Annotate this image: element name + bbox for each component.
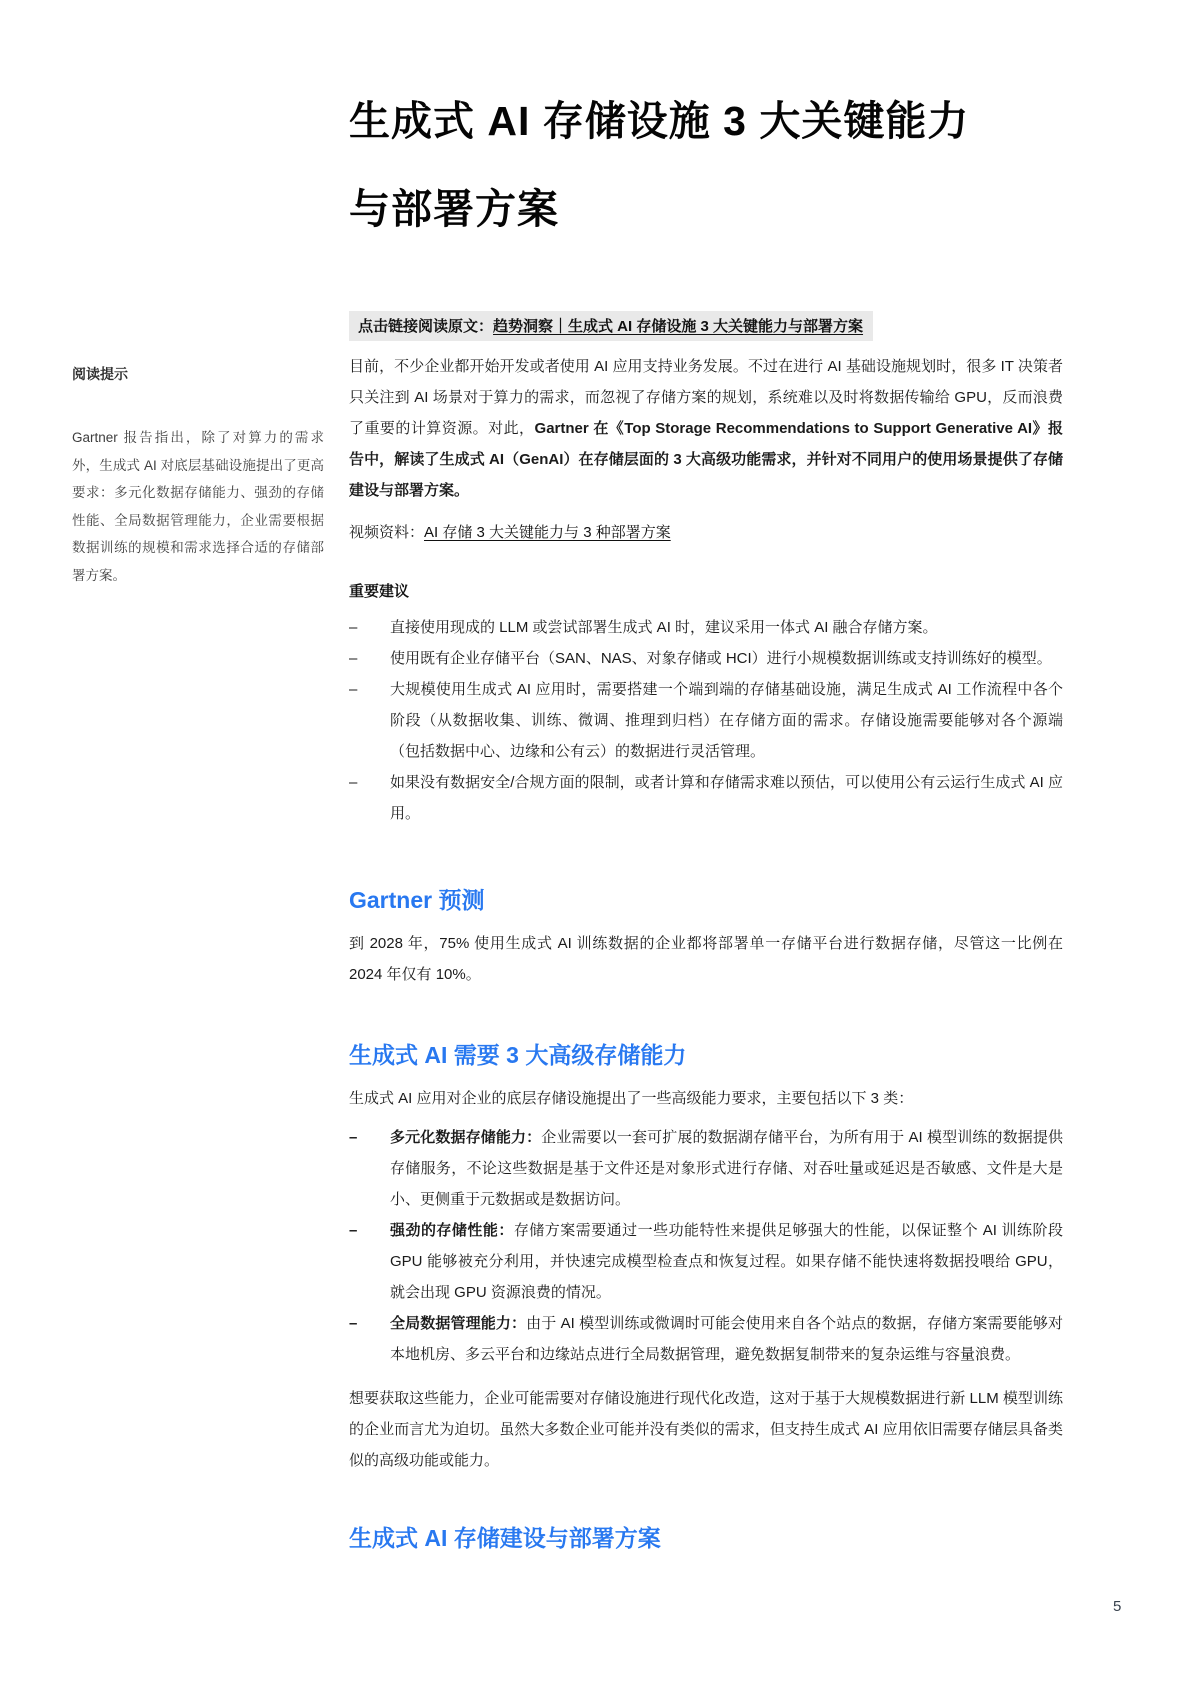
capability-detail: 由于 AI 模型训练或微调时可能会使用来自各个站点的数据，存储方案需要能够对本地机房、多云平台和边缘站点进行全局数据管理，避免数据复制带来的复杂运维与容量浪费。 bbox=[390, 1315, 1063, 1363]
deployment-heading: 生成式 AI 存储建设与部署方案 bbox=[349, 1525, 661, 1551]
capability-text bbox=[390, 1122, 1063, 1215]
list-item bbox=[349, 1308, 1063, 1370]
reading-note-heading: 阅读提示 bbox=[72, 366, 128, 382]
video-resource-line bbox=[349, 521, 1063, 545]
page-title bbox=[349, 96, 1109, 234]
recommendation-text: 如果没有数据安全/合规方面的限制，或者计算和存储需求难以预估，可以使用公有云运行生成式 AI 应用。 bbox=[390, 774, 1063, 822]
capability-detail: 企业需要以一套可扩展的数据湖存储平台，为所有用于 AI 模型训练的数据提供存储服务，不论这些数据是基于文件还是对象形式进行存储、对吞吐量或延迟是否敏感、文件是大是小、更侧重于元数据或是数据访问。 bbox=[390, 1129, 1063, 1208]
capabilities-list bbox=[349, 1122, 1063, 1370]
gartner-forecast-body: 到 2028 年，75% 使用生成式 AI 训练数据的企业都将部署单一存储平台进行数据存储，尽管这一比例在 2024 年仅有 10%。 bbox=[349, 935, 1063, 983]
capabilities-heading: 生成式 AI 需要 3 大高级存储能力 bbox=[349, 1042, 687, 1068]
source-link-prefix: 点击链接阅读原文： bbox=[358, 318, 494, 335]
reading-note-sidebar bbox=[72, 364, 324, 589]
capability-detail: 存储方案需要通过一些功能特性来提供足够强大的性能，以保证整个 AI 训练阶段 GPU 能够被充分利用，并快速完成模型检查点和恢复过程。如果存储不能快速将数据投喂给 GPU，就会出现 GPU 资源浪费的情况。 bbox=[390, 1222, 1063, 1301]
list-item bbox=[349, 1215, 1063, 1308]
recommendations-heading: 重要建议 bbox=[349, 583, 410, 600]
dash-bullet: – bbox=[349, 1222, 358, 1239]
capability-lead: 全局数据管理能力： bbox=[390, 1315, 527, 1332]
dash-bullet: – bbox=[349, 650, 358, 667]
source-article-link[interactable]: 趋势洞察｜生成式 AI 存储设施 3 大关键能力与部署方案 bbox=[493, 318, 864, 335]
dash-bullet: – bbox=[349, 774, 358, 791]
list-item bbox=[349, 674, 1063, 767]
dash-bullet: – bbox=[349, 1129, 358, 1146]
video-resource-link[interactable]: AI 存储 3 大关键能力与 3 种部署方案 bbox=[424, 524, 671, 541]
recommendation-text: 大规模使用生成式 AI 应用时，需要搭建一个端到端的存储基础设施，满足生成式 AI 工作流程中各个阶段（从数据收集、训练、微调、推理到归档）在存储方面的需求。存储设施需要能够对各个源端（包括数据中心、边缘和公有云）的数据进行灵活管理。 bbox=[390, 681, 1063, 760]
page-title-line2: 与部署方案 bbox=[349, 186, 559, 232]
list-item bbox=[349, 612, 1063, 643]
list-item bbox=[349, 1122, 1063, 1215]
recommendation-text: 直接使用现成的 LLM 或尝试部署生成式 AI 时，建议采用一体式 AI 融合存储方案。 bbox=[390, 619, 938, 636]
source-link-bar bbox=[349, 311, 873, 341]
reading-note-body: Gartner 报告指出，除了对算力的需求外，生成式 AI 对底层基础设施提出了更高要求：多元化数据存储能力、强劲的存储性能、全局数据管理能力，企业需要根据数据训练的规模和需求选择合适的存储部署方案。 bbox=[72, 430, 324, 583]
recommendation-text: 使用既有企业存储平台（SAN、NAS、对象存储或 HCI）进行小规模数据训练或支持训练好的模型。 bbox=[390, 650, 1052, 667]
dash-bullet: – bbox=[349, 619, 358, 636]
intro-normal-text: 目前，不少企业都开始开发或者使用 AI 应用支持业务发展。不过在进行 AI 基础设施规划时，很多 IT 决策者只关注到 AI 场景对于算力的需求，而忽视了存储方案的规划，系统难以及时将数据传输给 GPU，反而浪费了重要的计算资源。对此， bbox=[349, 358, 1063, 437]
list-item bbox=[349, 643, 1063, 674]
page-title-line1: 生成式 AI 存储设施 3 大关键能力 bbox=[349, 98, 970, 144]
capabilities-intro: 生成式 AI 应用对企业的底层存储设施提出了一些高级能力要求，主要包括以下 3 类： bbox=[349, 1090, 914, 1107]
main-content bbox=[349, 351, 1063, 1553]
gartner-forecast-heading: Gartner 预测 bbox=[349, 887, 485, 913]
dash-bullet: – bbox=[349, 1315, 358, 1332]
page-number: 5 bbox=[1113, 1598, 1122, 1615]
capability-lead: 多元化数据存储能力： bbox=[390, 1129, 542, 1146]
list-item bbox=[349, 767, 1063, 829]
capabilities-outro: 想要获取这些能力，企业可能需要对存储设施进行现代化改造，这对于基于大规模数据进行新 LLM 模型训练的企业而言尤为迫切。虽然大多数企业可能并没有类似的需求，但支持生成式 AI 应用依旧需要存储层具备类似的高级功能或能力。 bbox=[349, 1390, 1063, 1469]
capability-lead: 强劲的存储性能： bbox=[390, 1222, 514, 1239]
dash-bullet: – bbox=[349, 681, 358, 698]
capability-text bbox=[390, 1215, 1063, 1308]
capability-text bbox=[390, 1308, 1063, 1370]
intro-paragraph bbox=[349, 351, 1063, 506]
video-resource-prefix: 视频资料： bbox=[349, 524, 425, 541]
intro-bold-text: Gartner 在《Top Storage Recommendations to Support Generative AI》报告中，解读了生成式 AI（GenAI）在存储层面的 3 大高级功能需求，并针对不同用户的使用场景提供了存储建设与部署方案。 bbox=[349, 420, 1063, 499]
recommendations-list bbox=[349, 612, 1063, 829]
